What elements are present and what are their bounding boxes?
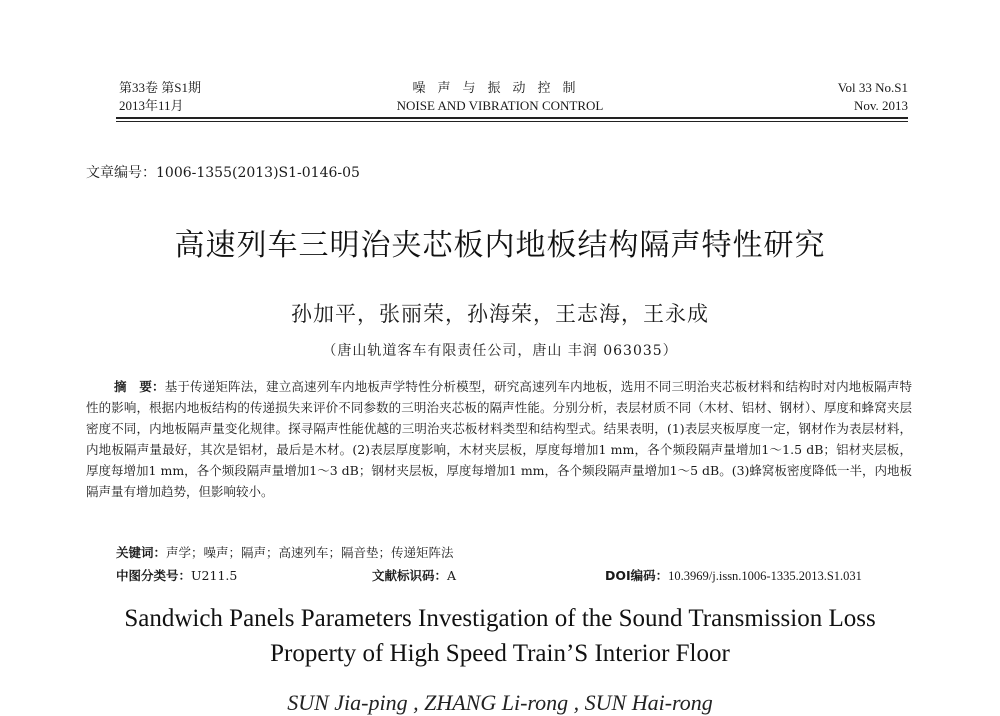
clc-value: U211.5	[191, 568, 238, 583]
doi	[605, 566, 862, 584]
authors-cn: 孙加平，张丽荣，孙海荣，王志海，王永成	[291, 302, 709, 326]
journal-name-cn: 噪声与振动控制	[412, 80, 588, 95]
clc-code	[116, 566, 237, 584]
abstract	[86, 376, 912, 502]
journal-volume-info	[119, 79, 201, 115]
header-rule-thin	[116, 121, 908, 122]
doc-code-label: 文献标识码：	[372, 568, 448, 583]
volume-issue-en: Vol 33 No.S1	[837, 80, 908, 95]
keywords-text: 声学；噪声；隔声；高速列车；隔音垫；传递矩阵法	[166, 545, 454, 560]
journal-name-en: NOISE AND VIBRATION CONTROL	[396, 98, 604, 113]
doi-value: 10.3969/j.issn.1006-1335.2013.S1.031	[668, 569, 862, 583]
abstract-label: 摘 要：	[114, 379, 165, 394]
affiliation-cn: （唐山轨道客车有限责任公司，唐山 丰润 063035）	[322, 343, 678, 359]
journal-volume-info-en	[838, 79, 908, 115]
header-rule-thick	[116, 117, 908, 119]
doc-code-value: A	[447, 568, 457, 583]
article-number: 文章编号：1006-1355(2013)S1-0146-05	[86, 165, 360, 181]
keywords	[116, 543, 454, 561]
paper-title-en	[0, 601, 1000, 671]
publish-date-en: Nov. 2013	[853, 98, 908, 113]
journal-name	[350, 79, 650, 115]
paper-title-cn: 高速列车三明治夹芯板内地板结构隔声特性研究	[174, 228, 826, 263]
paper-title-en-line2: Property of High Speed Train’S Interior Floor	[270, 640, 730, 667]
document-code	[372, 566, 456, 584]
authors-en: SUN Jia-ping , ZHANG Li-rong , SUN Hai-rong	[287, 690, 713, 715]
abstract-text: 基于传递矩阵法，建立高速列车内地板声学特性分析模型，研究高速列车内地板，选用不同三明治夹芯板材料和结构时对内地板隔声特性的影响，根据内地板结构的传递损失来评价不同参数的三明治夹芯板的隔声性能。分别分析，表层材质不同（木材、铝材、钢材）、厚度和蜂窝夹层密度不同，内地板隔声量变化规律。探寻隔声性能优越的三明治夹芯板材料类型和结构型式。结果表明，(1)表层夹板厚度一定，钢材作为表层材料，内地板隔声量最好，其次是铝材，最后是木材。(2)表层厚度影响，木材夹层板，厚度每增加1 mm，各个频段隔声量增加1～1.5 dB；铝材夹层板，厚度每增加1 mm，各个频段隔声量增加1～3 dB；钢材夹层板，厚度每增加1 mm，各个频段隔声量增加1～5 dB。(3)蜂窝板密度降低一半，内地板隔声量有增加趋势，但影响较小。	[86, 379, 912, 499]
clc-label: 中图分类号：	[116, 568, 192, 583]
publish-date-cn: 2013年11月	[119, 98, 184, 113]
keywords-label: 关键词：	[116, 545, 167, 560]
volume-issue: 第33卷 第S1期	[119, 80, 201, 95]
doi-label: DOI编码：	[605, 568, 669, 583]
paper-title-en-line1: Sandwich Panels Parameters Investigation of the Sound Transmission Loss	[124, 605, 876, 632]
